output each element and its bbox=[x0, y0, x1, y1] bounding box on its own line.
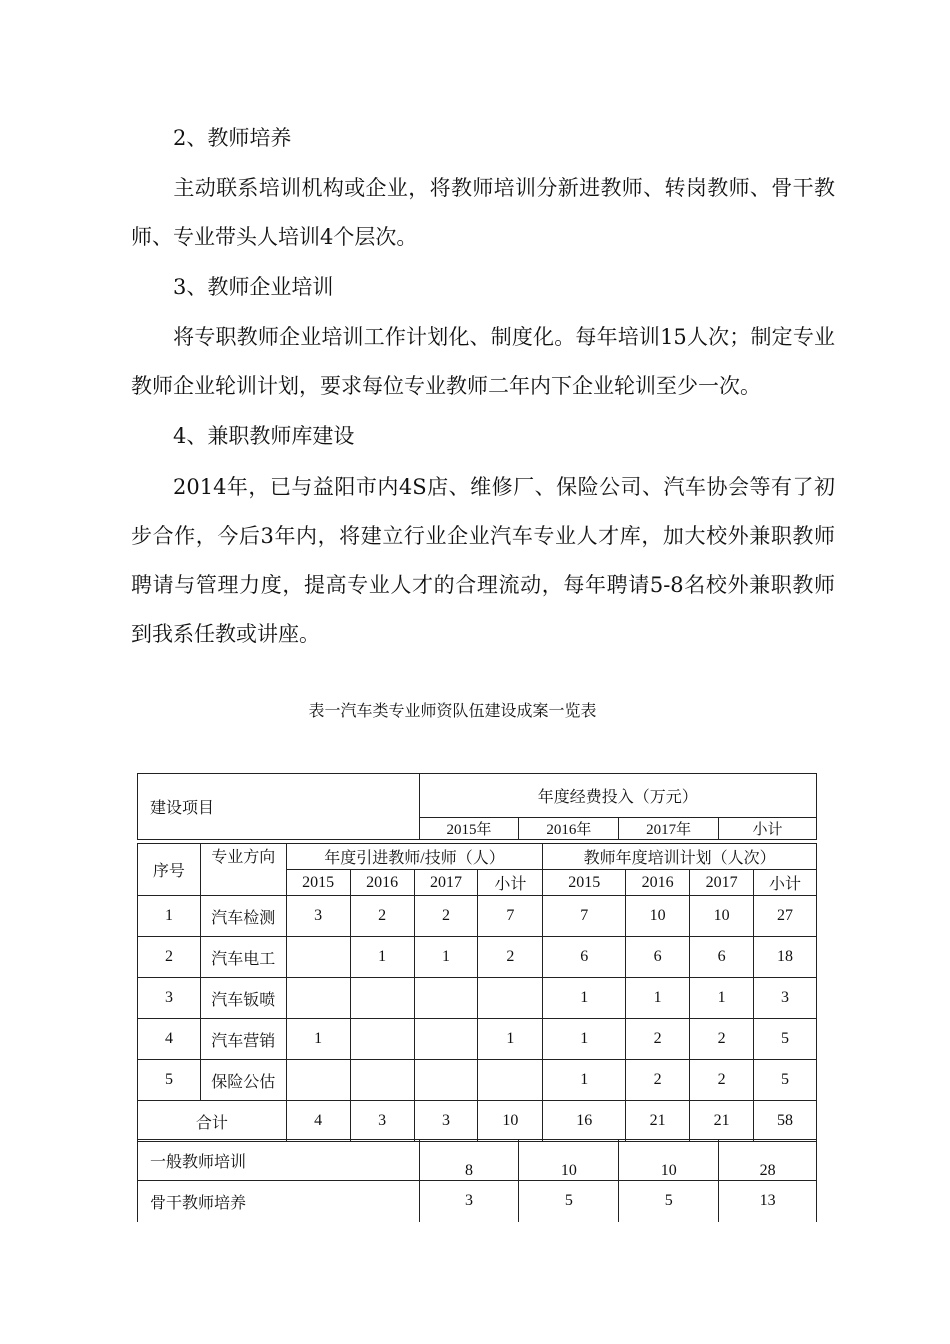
cell: 1 bbox=[543, 978, 626, 1019]
cell: 1 bbox=[286, 1019, 350, 1060]
cell: 2 bbox=[478, 937, 543, 978]
total-label: 合计 bbox=[138, 1101, 287, 1142]
cell: 2 bbox=[350, 896, 414, 937]
cell: 1 bbox=[543, 1060, 626, 1101]
cell: 1 bbox=[690, 978, 754, 1019]
cell: 1 bbox=[543, 1019, 626, 1060]
cell: 3 bbox=[419, 1181, 519, 1222]
row-direction: 汽车检测 bbox=[200, 896, 286, 937]
cell bbox=[286, 978, 350, 1019]
cell bbox=[350, 978, 414, 1019]
budget-header-table bbox=[137, 773, 817, 840]
cell: 16 bbox=[543, 1101, 626, 1142]
col-direction-header: 专业方向 bbox=[200, 844, 286, 896]
cell: 2 bbox=[690, 1060, 754, 1101]
cell: 4 bbox=[286, 1101, 350, 1142]
cell bbox=[478, 1060, 543, 1101]
cell: 28 bbox=[719, 1140, 817, 1181]
section-body: 主动联系培训机构或企业，将教师培训分新进教师、转岗教师、骨干教师、专业带头人培训4个层次。 bbox=[131, 176, 835, 249]
row-no: 4 bbox=[138, 1019, 201, 1060]
row-no: 2 bbox=[138, 937, 201, 978]
cell: 7 bbox=[543, 896, 626, 937]
total-row bbox=[138, 1101, 817, 1142]
budget-row-label: 一般教师培训 bbox=[138, 1140, 420, 1181]
cell: 1 bbox=[350, 937, 414, 978]
cell: 10 bbox=[519, 1140, 619, 1181]
cell: 3 bbox=[414, 1101, 478, 1142]
cell: 5 bbox=[619, 1181, 719, 1222]
table-row bbox=[138, 1019, 817, 1060]
cell bbox=[478, 978, 543, 1019]
budget-rows-table bbox=[137, 1139, 817, 1222]
col-no-header: 序号 bbox=[138, 844, 201, 896]
cell: 1 bbox=[626, 978, 690, 1019]
project-label: 建设项目 bbox=[138, 774, 420, 840]
cell: 6 bbox=[543, 937, 626, 978]
section-heading: 3、教师企业培训 bbox=[173, 275, 334, 299]
cell: 10 bbox=[478, 1101, 543, 1142]
cell: 5 bbox=[754, 1019, 817, 1060]
subtotal-header: 小计 bbox=[719, 818, 817, 840]
cell bbox=[350, 1019, 414, 1060]
row-no: 1 bbox=[138, 896, 201, 937]
cell bbox=[414, 978, 478, 1019]
cell: 6 bbox=[626, 937, 690, 978]
cell: 5 bbox=[519, 1181, 619, 1222]
cell: 27 bbox=[754, 896, 817, 937]
cell: 5 bbox=[754, 1060, 817, 1101]
row-direction: 汽车电工 bbox=[200, 937, 286, 978]
funding-label: 年度经费投入（万元） bbox=[419, 774, 816, 818]
sub-header: 2017 bbox=[690, 870, 754, 896]
sub-header: 小计 bbox=[754, 870, 817, 896]
cell: 10 bbox=[626, 896, 690, 937]
cell bbox=[414, 1060, 478, 1101]
sub-header: 2016 bbox=[626, 870, 690, 896]
sub-header: 2017 bbox=[414, 870, 478, 896]
cell: 3 bbox=[286, 896, 350, 937]
cell bbox=[286, 1060, 350, 1101]
row-no: 5 bbox=[138, 1060, 201, 1101]
cell: 3 bbox=[754, 978, 817, 1019]
teacher-plan-table bbox=[137, 843, 817, 1142]
cell: 1 bbox=[478, 1019, 543, 1060]
cell bbox=[414, 1019, 478, 1060]
cell: 6 bbox=[690, 937, 754, 978]
sub-header: 2016 bbox=[350, 870, 414, 896]
cell: 2 bbox=[414, 896, 478, 937]
cell: 10 bbox=[619, 1140, 719, 1181]
table-row bbox=[138, 1181, 817, 1222]
cell: 3 bbox=[350, 1101, 414, 1142]
cell: 21 bbox=[690, 1101, 754, 1142]
cell: 2 bbox=[626, 1019, 690, 1060]
cell: 58 bbox=[754, 1101, 817, 1142]
sub-header: 2015 bbox=[286, 870, 350, 896]
year-header: 2015年 bbox=[419, 818, 519, 840]
section-body: 2014年，已与益阳市内4S店、维修厂、保险公司、汽车协会等有了初步合作，今后3年内，将建立行业企业汽车专业人才库，加大校外兼职教师聘请与管理力度，提高专业人才的合理流动，每年聘请5-8名校外兼职教师到我系任教或讲座。 bbox=[131, 475, 835, 646]
sub-header: 小计 bbox=[478, 870, 543, 896]
cell: 10 bbox=[690, 896, 754, 937]
recruit-group-header: 年度引进教师/技师（人） bbox=[286, 844, 543, 870]
table-row bbox=[138, 937, 817, 978]
cell: 21 bbox=[626, 1101, 690, 1142]
row-direction: 汽车钣喷 bbox=[200, 978, 286, 1019]
section-heading: 4、兼职教师库建设 bbox=[173, 424, 355, 448]
table-row bbox=[138, 978, 817, 1019]
row-no: 3 bbox=[138, 978, 201, 1019]
row-direction: 汽车营销 bbox=[200, 1019, 286, 1060]
cell bbox=[350, 1060, 414, 1101]
year-header: 2016年 bbox=[519, 818, 619, 840]
cell: 2 bbox=[626, 1060, 690, 1101]
table-row bbox=[138, 896, 817, 937]
cell: 1 bbox=[414, 937, 478, 978]
row-direction: 保险公估 bbox=[200, 1060, 286, 1101]
cell: 18 bbox=[754, 937, 817, 978]
sub-header: 2015 bbox=[543, 870, 626, 896]
section-heading: 2、教师培养 bbox=[173, 126, 292, 150]
cell: 2 bbox=[690, 1019, 754, 1060]
training-group-header: 教师年度培训计划（人次） bbox=[543, 844, 817, 870]
table-row bbox=[138, 1140, 817, 1181]
year-header: 2017年 bbox=[619, 818, 719, 840]
section-body: 将专职教师企业培训工作计划化、制度化。每年培训15人次；制定专业教师企业轮训计划，要求每位专业教师二年内下企业轮训至少一次。 bbox=[131, 325, 835, 398]
cell: 8 bbox=[419, 1140, 519, 1181]
cell: 7 bbox=[478, 896, 543, 937]
budget-row-label: 骨干教师培养 bbox=[138, 1181, 420, 1222]
table-row bbox=[138, 1060, 817, 1101]
cell bbox=[286, 937, 350, 978]
table-caption: 表一汽车类专业师资队伍建设成案一览表 bbox=[308, 701, 597, 720]
cell: 13 bbox=[719, 1181, 817, 1222]
